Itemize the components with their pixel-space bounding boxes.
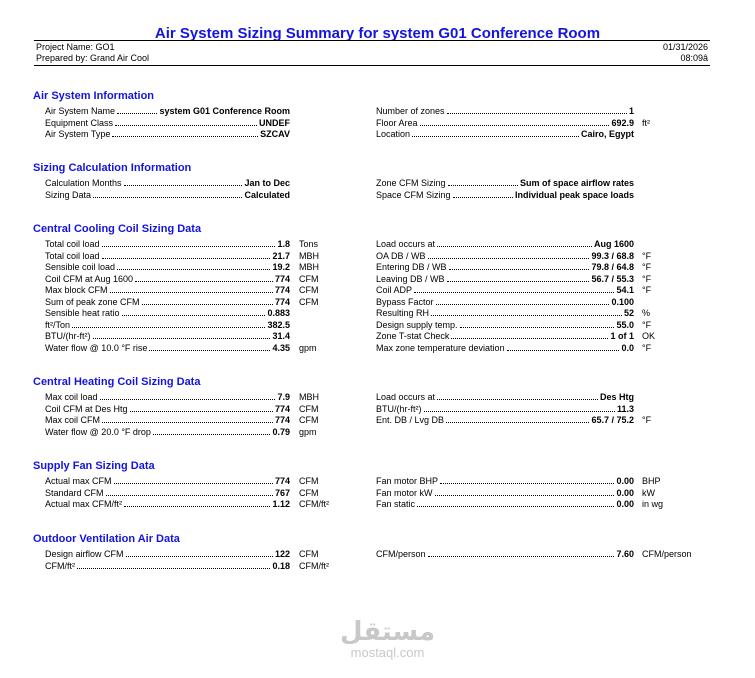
row-label: CFM/person [376, 549, 426, 559]
section-heading: Central Heating Coil Sizing Data [33, 376, 201, 388]
row-value: 774 [274, 403, 290, 414]
row-value: 382.5 [267, 319, 290, 330]
data-row [376, 190, 712, 201]
row-unit: CFM [299, 273, 319, 284]
row-label: Bypass Factor [376, 296, 434, 307]
row-label: Total coil load [45, 239, 100, 249]
row-label: Coil CFM at Des Htg [45, 403, 128, 414]
row-label: Design supply temp. [376, 319, 458, 330]
data-row [376, 285, 712, 296]
row-unit: °F [642, 415, 652, 425]
leader-dots [126, 556, 273, 557]
leader-dots [115, 125, 257, 126]
section-heading: Outdoor Ventilation Air Data [33, 533, 180, 545]
data-row [45, 549, 369, 560]
row-label: Load occurs at [376, 392, 436, 402]
row-label: Water flow @ 20.0 °F drop [45, 426, 151, 437]
leader-dots [420, 125, 609, 126]
data-row [376, 320, 712, 331]
data-row [376, 129, 712, 140]
leader-dots [153, 434, 270, 435]
report-time: 08:09â [680, 53, 708, 63]
row-value: 99.3 / 68.8 [591, 250, 634, 261]
data-row [45, 251, 369, 262]
data-row [45, 129, 369, 140]
report-title: Air System Sizing Summary for system G01 Conference Room [154, 25, 601, 42]
data-row [376, 415, 712, 426]
row-value: 54.1 [616, 285, 634, 295]
row-label: Load occurs at [376, 239, 436, 249]
data-row [45, 308, 369, 319]
data-row [45, 392, 369, 403]
row-value: Calculated [244, 189, 290, 200]
row-label: Number of zones [376, 106, 445, 116]
row-value: 0.100 [611, 296, 634, 307]
data-row [376, 331, 712, 342]
project-name: Project Name: GO1 [36, 42, 115, 52]
leader-dots [142, 304, 273, 305]
row-unit: CFM [299, 415, 319, 425]
row-value: 0.79 [272, 426, 290, 437]
report-date: 01/31/2026 [662, 42, 708, 52]
leader-dots [117, 113, 157, 114]
row-label: Air System Type [45, 129, 111, 139]
data-row [45, 561, 369, 572]
leader-dots [428, 556, 614, 557]
leader-dots [412, 136, 579, 137]
row-value: 1 [628, 106, 634, 116]
row-label: Fan motor kW [376, 487, 433, 498]
row-value: 21.7 [272, 250, 290, 261]
row-value: 11.3 [616, 403, 634, 414]
row-unit: kW [642, 487, 655, 498]
data-row [45, 320, 369, 331]
section-heading: Sizing Calculation Information [33, 162, 192, 174]
row-value: 7.60 [616, 549, 634, 559]
row-label: Coil ADP [376, 285, 413, 295]
leader-dots [124, 185, 242, 186]
row-value: Des Htg [599, 392, 634, 402]
leader-dots [448, 185, 518, 186]
leader-dots [72, 327, 265, 328]
data-row [45, 415, 369, 426]
row-label: ft²/Ton [45, 319, 71, 330]
data-row [45, 499, 369, 510]
row-label: Coil CFM at Aug 1600 [45, 273, 134, 284]
row-value: 774 [274, 273, 290, 284]
data-row [45, 262, 369, 273]
data-row [45, 239, 369, 250]
leader-dots [449, 269, 589, 270]
data-row [376, 476, 712, 487]
leader-dots [436, 304, 609, 305]
leader-dots [135, 281, 273, 282]
row-unit: in wg [642, 499, 664, 509]
leader-dots [114, 483, 273, 484]
row-unit: CFM [299, 487, 319, 498]
row-label: Resulting RH [376, 308, 430, 318]
row-label: Floor Area [376, 117, 418, 128]
row-value: 0.18 [272, 560, 290, 571]
data-row [376, 239, 712, 250]
section-heading: Central Cooling Coil Sizing Data [33, 223, 202, 235]
row-value: 774 [274, 285, 290, 295]
row-unit: MBH [299, 262, 319, 272]
row-value: 0.00 [616, 476, 634, 486]
leader-dots [102, 422, 273, 423]
leader-dots [106, 495, 273, 496]
leader-dots [453, 197, 513, 198]
watermark-logo-text: مستقل [340, 617, 436, 647]
leader-dots [77, 568, 270, 569]
row-unit: CFM [299, 549, 319, 559]
row-label: Air System Name [45, 106, 116, 116]
row-label: OA DB / WB [376, 250, 426, 261]
row-unit: °F [642, 262, 652, 272]
row-label: Fan static [376, 499, 416, 509]
row-value: 7.9 [277, 392, 290, 402]
row-label: Leaving DB / WB [376, 273, 445, 284]
row-label: Actual max CFM/ft² [45, 499, 123, 509]
row-value: 774 [274, 415, 290, 425]
row-unit: CFM [299, 403, 319, 414]
leader-dots [102, 246, 275, 247]
row-value: Aug 1600 [593, 239, 634, 249]
row-label: Fan motor BHP [376, 476, 439, 486]
leader-dots [149, 350, 270, 351]
header-top-rule [34, 40, 710, 41]
leader-dots [93, 338, 270, 339]
leader-dots [428, 258, 589, 259]
row-label: Ent. DB / Lvg DB [376, 415, 445, 425]
row-value: 0.0 [621, 342, 634, 353]
row-value: 1.12 [272, 499, 290, 509]
row-label: CFM/ft² [45, 560, 75, 571]
row-unit: OK [642, 331, 656, 341]
data-row [45, 297, 369, 308]
row-unit: CFM/person [642, 549, 692, 559]
row-unit: Tons [299, 239, 319, 249]
leader-dots [102, 258, 270, 259]
row-unit: CFM [299, 476, 319, 486]
row-unit: °F [642, 319, 652, 330]
row-label: Max coil load [45, 392, 98, 402]
row-value: 767 [274, 487, 290, 498]
leader-dots [130, 411, 273, 412]
row-value: Sum of space airflow rates [519, 178, 634, 188]
row-unit: gpm [299, 342, 317, 353]
row-value: 56.7 / 55.3 [591, 273, 634, 284]
row-value: 1 of 1 [610, 331, 634, 341]
row-label: Design airflow CFM [45, 549, 124, 559]
leader-dots [93, 197, 242, 198]
section-heading: Air System Information [33, 90, 155, 102]
row-label: Water flow @ 10.0 °F rise [45, 342, 148, 353]
leader-dots [437, 399, 598, 400]
row-unit: % [642, 308, 651, 318]
row-unit: CFM/ft² [299, 499, 329, 509]
data-row [376, 274, 712, 285]
row-label: Max zone temperature deviation [376, 342, 505, 353]
row-value: system G01 Conference Room [159, 106, 290, 116]
row-value: 55.0 [616, 319, 634, 330]
data-row [376, 343, 712, 354]
row-label: BTU/(hr-ft²) [45, 331, 91, 341]
data-row [45, 476, 369, 487]
leader-dots [446, 422, 589, 423]
row-value: 692.9 [611, 117, 634, 128]
leader-dots [440, 483, 614, 484]
row-label: Calculation Months [45, 178, 122, 188]
data-row [45, 331, 369, 342]
section-heading: Supply Fan Sizing Data [33, 460, 155, 472]
data-row [376, 251, 712, 262]
data-row [45, 178, 369, 189]
data-row [45, 427, 369, 438]
data-row [376, 549, 712, 560]
prepared-by: Prepared by: Grand Air Cool [36, 53, 150, 63]
leader-dots [435, 495, 614, 496]
data-row [45, 488, 369, 499]
row-value: 774 [274, 296, 290, 307]
leader-dots [122, 315, 265, 316]
data-row [376, 106, 712, 117]
data-row [376, 392, 712, 403]
data-row [376, 499, 712, 510]
data-row [45, 343, 369, 354]
row-label: Max coil CFM [45, 415, 101, 425]
row-value: 4.35 [272, 342, 290, 353]
data-row [376, 404, 712, 415]
data-row [45, 190, 369, 201]
data-row [45, 274, 369, 285]
leader-dots [451, 338, 608, 339]
row-label: Standard CFM [45, 487, 104, 498]
row-value: 1.8 [277, 239, 290, 249]
row-unit: °F [642, 285, 652, 295]
watermark-logo [340, 618, 435, 660]
row-unit: MBH [299, 392, 319, 402]
row-label: Sizing Data [45, 189, 92, 200]
row-label: Sum of peak zone CFM [45, 296, 140, 307]
watermark-site: mostaql.com [350, 645, 425, 660]
data-row [45, 404, 369, 415]
row-label: Space CFM Sizing [376, 189, 451, 200]
data-row [376, 118, 712, 129]
row-unit: gpm [299, 426, 317, 437]
row-label: Zone T-stat Check [376, 331, 450, 341]
row-value: 774 [274, 476, 290, 486]
row-value: 0.00 [616, 487, 634, 498]
leader-dots [112, 136, 258, 137]
row-value: 52 [623, 308, 634, 318]
row-value: Jan to Dec [244, 178, 290, 188]
row-unit: CFM [299, 296, 319, 307]
row-value: Individual peak space loads [514, 189, 634, 200]
data-row [376, 308, 712, 319]
leader-dots [447, 281, 589, 282]
data-row [376, 297, 712, 308]
row-value: SZCAV [260, 129, 290, 139]
row-unit: °F [642, 342, 652, 353]
header-bottom-rule [34, 65, 710, 66]
row-label: Total coil load [45, 250, 100, 261]
data-row [45, 106, 369, 117]
row-value: 31.4 [272, 331, 290, 341]
row-value: 122 [274, 549, 290, 559]
row-unit: °F [642, 273, 652, 284]
row-label: Zone CFM Sizing [376, 178, 446, 188]
row-unit: CFM/ft² [299, 560, 329, 571]
leader-dots [437, 246, 592, 247]
leader-dots [417, 506, 614, 507]
row-unit: °F [642, 250, 652, 261]
row-value: 79.8 / 64.8 [591, 262, 634, 272]
data-row [45, 118, 369, 129]
row-value: Cairo, Egypt [580, 129, 634, 139]
row-unit: BHP [642, 476, 661, 486]
row-unit: CFM [299, 285, 319, 295]
row-label: BTU/(hr-ft²) [376, 403, 422, 414]
row-label: Entering DB / WB [376, 262, 447, 272]
row-label: Actual max CFM [45, 476, 112, 486]
row-unit: MBH [299, 250, 319, 261]
row-value: 0.883 [267, 308, 290, 318]
row-label: Location [376, 129, 411, 139]
leader-dots [447, 113, 627, 114]
row-value: 0.00 [616, 499, 634, 509]
row-label: Sensible coil load [45, 262, 116, 272]
leader-dots [507, 350, 619, 351]
row-value: 19.2 [272, 262, 290, 272]
row-unit: ft² [642, 117, 650, 128]
row-value: UNDEF [259, 117, 290, 128]
leader-dots [414, 292, 614, 293]
row-label: Max block CFM [45, 285, 108, 295]
leader-dots [431, 315, 622, 316]
leader-dots [117, 269, 270, 270]
row-label: Sensible heat ratio [45, 308, 120, 318]
leader-dots [460, 327, 614, 328]
row-label: Equipment Class [45, 117, 114, 128]
data-row [376, 178, 712, 189]
data-row [45, 285, 369, 296]
data-row [376, 488, 712, 499]
leader-dots [100, 399, 275, 400]
leader-dots [424, 411, 615, 412]
data-row [376, 262, 712, 273]
leader-dots [110, 292, 273, 293]
row-value: 65.7 / 75.2 [591, 415, 634, 425]
leader-dots [124, 506, 270, 507]
